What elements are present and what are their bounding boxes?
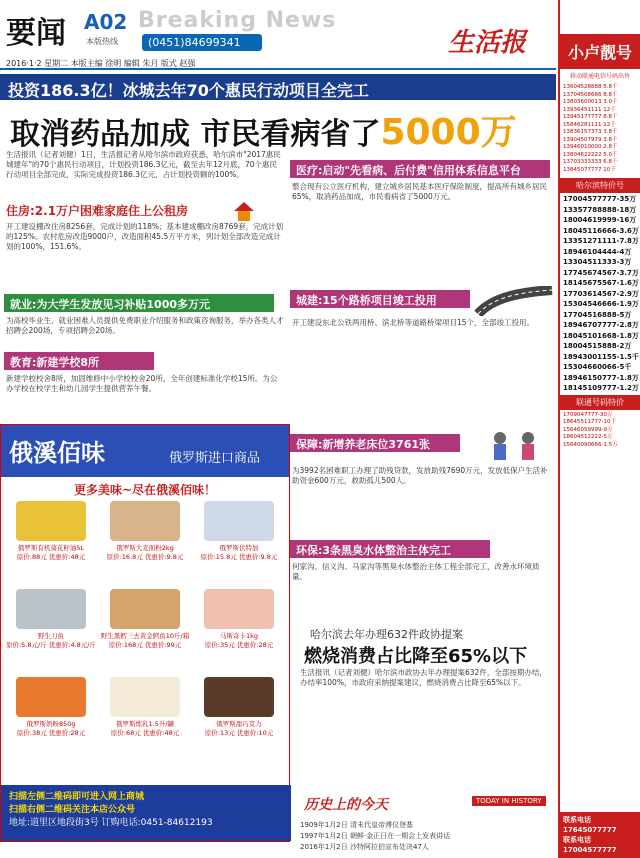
- section-medical-title: 医疗:启动"先看病、后付费"信用体系信息平台: [290, 160, 550, 178]
- headline-text: 取消药品加成 市民看病省了: [10, 117, 381, 152]
- article2-kicker: 哈尔滨去年办理632件政协提案: [310, 628, 463, 641]
- section-medical-text: 整合现有公立医疗机构，建立城乡居民基本医疗保险制度，提高所有城乡居民65%，取消药品加成，市民看病省了5000万元。: [292, 182, 547, 201]
- sidebar-section-3: 联通号码特价: [560, 395, 640, 410]
- history-box: [300, 794, 556, 858]
- header-rule: [0, 68, 556, 70]
- flour-bag-icon: [110, 501, 180, 541]
- product-card[interactable]: 俄罗斯有机葵花籽油5L 原价:88元 优惠价:48元: [5, 501, 97, 561]
- article2-text: 生活报讯（记者刘健）哈尔滨市政协去年办理提案632件，全部按期办结，办结率100%，市政府采纳提案建议，燃烧消费占比降至65%以下。: [300, 668, 547, 687]
- page-code: A02: [84, 10, 128, 34]
- road-icon: [474, 286, 554, 316]
- lead-paragraph: 生活报讯（记者刘健）1日，生活报记者从哈尔滨市政府获悉，哈尔滨市"2017惠民城建年"的70个惠民行动项目，计划投资186.3亿元，截至去年12月底，70个惠民行动项目全部完成，实际完成投资186.3亿元，占计划投资额的100%。: [6, 150, 281, 179]
- sidebar-section-2: 哈尔滨特价号: [560, 178, 640, 193]
- sidebar-contact-1: 联系电话17645077777: [563, 816, 617, 834]
- fish-icon: [16, 589, 86, 629]
- vodka-bottle-icon: [204, 501, 274, 541]
- section-education-title: 教育:新建学校8所: [4, 352, 154, 370]
- oil-bottle-icon: [16, 501, 86, 541]
- article2-title: 燃烧消费占比降至65%以下: [304, 646, 528, 667]
- product-card[interactable]: 野生黑鳕三去黄金鳕鱼10斤/箱 原价:168元 优惠价:99元: [99, 589, 191, 649]
- section-housing-title: 住房:2.1万户困难家庭住上公租房: [6, 204, 189, 218]
- ad-slogan: 更多美味~尽在俄溪佰味！: [73, 483, 217, 497]
- sidebar-contact-2: 联系电话17004577777: [563, 836, 617, 854]
- headline-amount: 5000万: [380, 112, 517, 153]
- section-security-text: 为3992名困难职工办理了助残贷款，发放助残7690万元，发放低保户生活补助资金600万元，救助孤儿500人。: [292, 466, 548, 485]
- date-line: 2016·1·2 星期二 本版主编 徐明 编辑 朱月 版式 赵强: [6, 59, 196, 68]
- section-employment-title: 就业:为大学生发放见习补贴1000多万元: [4, 294, 274, 312]
- history-tag: TODAY IN HISTORY: [472, 796, 546, 806]
- sidebar-list-2: 17004577777-35万 13357788888-18万 18004619999-16万 18045116666-3.6万 13351271111-7.8万 18946104444-4万 13304511333-3万 17745674567-3.7万 18145675567-1.6万 17703614567-2.9万 15304546666-1.9万 17704516888-5万 18946707777-2.8万 18045101668-1.8万 18004515888-2万 18943001155-1.5千 15304660066-5千 18946150777-1.8万 18145109777-1.2万: [563, 195, 639, 392]
- product-card[interactable]: 俄罗斯炼乳1.5升/罐 原价:68元 优惠价:48元: [99, 677, 191, 737]
- editors-label: 本版热线: [86, 37, 118, 46]
- house-icon: [232, 200, 256, 222]
- section-environment-text: 何家沟、信义沟、马家沟等黑臭水体整治主体工程全部完工，改善水环境质量。: [292, 562, 540, 581]
- ad-header: [1, 425, 289, 477]
- sidebar-subtitle: 移动联通电信号码出售: [569, 73, 630, 80]
- milk-powder-icon: [16, 677, 86, 717]
- product-card[interactable]: 俄罗斯甜巧克力 原价:13元 优惠价:10元: [193, 677, 285, 737]
- main-headline: [10, 104, 517, 155]
- phone-number-sidebar: [558, 0, 640, 858]
- newspaper-logo: 生活报: [448, 28, 527, 58]
- history-label: 历史上的今天: [304, 797, 388, 813]
- ad-footer: [1, 785, 291, 841]
- product-card[interactable]: 俄罗斯奶粉850g 原价:38元 优惠价:28元: [5, 677, 97, 737]
- ad-tagline: 俄罗斯进口商品: [169, 451, 261, 466]
- product-card[interactable]: 俄罗斯大麦面粉2kg 原价:16.8元 优惠价:9.8元: [99, 501, 191, 561]
- sidebar-title: 小卢靓号: [560, 34, 640, 69]
- section-title: 要闻: [6, 16, 66, 51]
- history-list: [300, 820, 556, 853]
- section-construction-text: 开工建设东北公铁两用桥、滨北桥等道路桥梁项目15个，全部竣工投用。: [292, 318, 535, 327]
- sausage-icon: [204, 589, 274, 629]
- product-card[interactable]: 马斯奇卡1kg 原价:35元 优惠价:28元: [193, 589, 285, 649]
- history-item: 1909年1月2日 清末代皇帝溥仪登基: [300, 821, 413, 829]
- product-card[interactable]: 野生刀鱼 原价:5.8元/斤 优惠价:4.8元/斤: [5, 589, 97, 649]
- ad-footer-line1: 扫描左侧二维码即可进入网上商城: [9, 792, 145, 802]
- history-item: 1997年1月2日 朝鲜·金正日在一期会上发表讲话: [300, 832, 451, 840]
- history-item: 2016年1月2日 沙特阿拉伯宣布处决47人: [300, 843, 429, 851]
- section-environment-title: 环保:3条黑臭水体整治主体完工: [290, 540, 490, 558]
- sidebar-list-3: 1709047777-30万 18645511777-10千 15646059999-9万 18604512222-5万 15640090666-1.5万: [563, 411, 618, 448]
- product-card[interactable]: 俄罗斯伏特加 原价:15.8元 优惠价:9.8元: [193, 501, 285, 561]
- section-security-title: 保障:新增养老床位3761张: [290, 434, 460, 452]
- section-education-text: 新建学校校舍8所，加固维修中小学校校舍20所，全年创建标准化学校15所。为公办学校在校学生和幼儿园学生提供营养午餐。: [6, 374, 278, 393]
- condensed-milk-icon: [110, 677, 180, 717]
- ad-footer-line2: 扫描右侧二维码关注本店公众号: [9, 805, 136, 815]
- advertisement[interactable]: [0, 424, 290, 842]
- section-employment-text: 为高校毕业生、就业困难人员提供免费职业介绍服务和政策咨询服务，举办各类人才招聘会200场，专项招聘会20场。: [6, 316, 284, 335]
- ad-brand: 俄溪佰味: [9, 439, 105, 467]
- sidebar-footer: [560, 812, 640, 858]
- elderly-icon: [480, 430, 552, 464]
- cod-box-icon: [110, 589, 180, 629]
- subhead-banner: 投资186.3亿！冰城去年70个惠民行动项目全完工: [0, 74, 556, 100]
- ad-footer-address: 地址:道里区地段街3号 订购电话:0451-84612193: [9, 818, 213, 828]
- chocolate-icon: [204, 677, 274, 717]
- section-housing-text: 开工建设棚改住房8256套，完成计划的118%；基本建成棚改房8769套，完成计划的125%。农村危房改造9000户，改造面积45.5万平方米，列计划全部改造完成计划的100%，151.6%。: [6, 222, 284, 251]
- hotline-badge: (0451)84699341: [142, 34, 262, 51]
- sidebar-list-1: 13604528888 5.8千 13704508666 8.8千 13803600013 3.0千 13936451111 12千 13945177777 8.8千 15846281111 12千 13836157373 3.8千 13904507979 3.8千 13946010000 2.8千 13804622222 5.0千 13703333333 6.8千 13845077777 10千: [563, 84, 618, 173]
- breaking-news-label: Breaking News: [138, 8, 337, 33]
- section-construction-title: 城建:15个路桥项目竣工投用: [290, 290, 470, 308]
